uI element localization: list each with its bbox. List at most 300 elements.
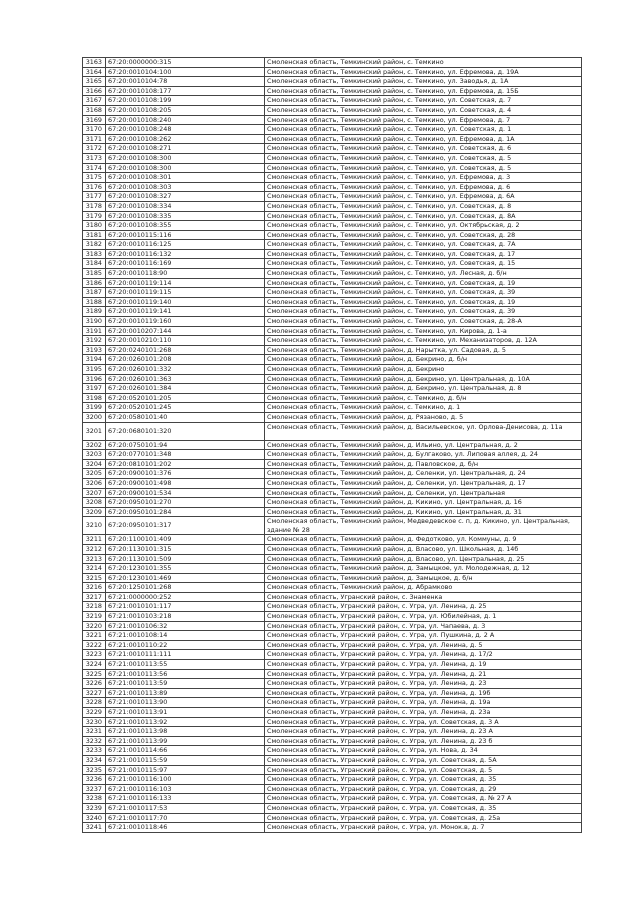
address-cell: Смоленская область, Темкинский район, с. Темкино, ул. Советская, д. 8А	[265, 211, 582, 221]
cadastral-number-cell: 67:21:0010117:53	[106, 803, 265, 813]
row-number-cell: 3165	[83, 77, 106, 87]
cadastral-number-cell: 67:20:0010116:132	[106, 249, 265, 259]
row-number-cell: 3218	[83, 602, 106, 612]
table-row	[83, 422, 582, 440]
address-cell: Смоленская область, Темкинский район, д. Селенки, ул. Центральная	[265, 488, 582, 498]
cadastral-number-cell: 67:20:0010108:177	[106, 86, 265, 96]
row-number-cell: 3211	[83, 535, 106, 545]
row-number-cell: 3173	[83, 153, 106, 163]
address-cell: Смоленская область, Темкинский район, с. Темкино, ул. Советская, д. 4	[265, 105, 582, 115]
row-number-cell: 3204	[83, 459, 106, 469]
address-cell: Смоленская область, Темкинский район, д. Бекрино, ул. Центральная, д. 8	[265, 384, 582, 394]
table-row	[83, 326, 582, 336]
address-cell: Смоленская область, Темкинский район, с. Темкино, ул. Лесная, д. б/н	[265, 269, 582, 279]
table-row	[83, 211, 582, 221]
row-number-cell: 3209	[83, 507, 106, 517]
address-cell: Смоленская область, Угранский район, с. Угра, ул. Ленина, д. 23 б	[265, 736, 582, 746]
address-cell: Смоленская область, Темкинский район, с. Темкино, ул. Советская, д. 19	[265, 297, 582, 307]
address-cell: Смоленская область, Темкинский район, с. Темкино, ул. Октябрьская, д. 2	[265, 221, 582, 231]
row-number-cell: 3182	[83, 240, 106, 250]
table-row	[83, 134, 582, 144]
table-row	[83, 269, 582, 279]
row-number-cell: 3184	[83, 259, 106, 269]
row-number-cell: 3198	[83, 393, 106, 403]
address-cell: Смоленская область, Темкинский район, Медведевское с. п, д. Кикино, ул. Центральная, здание № 28	[265, 517, 582, 535]
cadastral-number-cell: 67:20:1130101:509	[106, 554, 265, 564]
table-row	[83, 823, 582, 833]
table-row	[83, 717, 582, 727]
cadastral-number-cell: 67:20:0010108:205	[106, 105, 265, 115]
cadastral-number-cell: 67:20:0010108:327	[106, 192, 265, 202]
cadastral-number-cell: 67:21:0010113:59	[106, 679, 265, 689]
table-row	[83, 365, 582, 375]
cadastral-number-cell: 67:20:0010115:116	[106, 230, 265, 240]
table-row	[83, 688, 582, 698]
table-row	[83, 307, 582, 317]
table-row	[83, 58, 582, 68]
cadastral-number-cell: 67:21:0010115:97	[106, 765, 265, 775]
cadastral-number-cell: 67:20:0260101:384	[106, 384, 265, 394]
table-row	[83, 554, 582, 564]
address-cell: Смоленская область, Темкинский район, д. Кикино, ул. Центральная, д. 16	[265, 498, 582, 508]
row-number-cell: 3188	[83, 297, 106, 307]
address-cell: Смоленская область, Угранский район, с. Угра, ул. Ленина, д. 19б	[265, 688, 582, 698]
cadastral-number-cell: 67:20:0900101:534	[106, 488, 265, 498]
cadastral-number-cell: 67:21:0010116:133	[106, 794, 265, 804]
address-cell: Смоленская область, Угранский район, с. Угра, ул. Юбилейная, д. 1	[265, 612, 582, 622]
cadastral-number-cell: 67:20:0010119:115	[106, 288, 265, 298]
row-number-cell: 3199	[83, 403, 106, 413]
row-number-cell: 3207	[83, 488, 106, 498]
row-number-cell: 3213	[83, 554, 106, 564]
row-number-cell: 3195	[83, 365, 106, 375]
address-cell: Смоленская область, Темкинский район, д. Селенки, ул. Центральная, д. 17	[265, 478, 582, 488]
cadastral-number-cell: 67:20:0950101:317	[106, 517, 265, 535]
table-row	[83, 173, 582, 183]
table-row	[83, 288, 582, 298]
row-number-cell: 3179	[83, 211, 106, 221]
address-cell: Смоленская область, Темкинский район, д. Бекрино, д. б/н	[265, 355, 582, 365]
row-number-cell: 3185	[83, 269, 106, 279]
address-cell: Смоленская область, Темкинский район, с. Темкино, ул. Советская, д. 28	[265, 230, 582, 240]
table-row	[83, 440, 582, 450]
row-number-cell: 3192	[83, 336, 106, 346]
cadastral-number-cell: 67:20:0010116:169	[106, 259, 265, 269]
row-number-cell: 3168	[83, 105, 106, 115]
table-row	[83, 602, 582, 612]
table-row	[83, 660, 582, 670]
cadastral-number-cell: 67:20:0580101:40	[106, 412, 265, 422]
table-row	[83, 727, 582, 737]
table-row	[83, 679, 582, 689]
row-number-cell: 3233	[83, 746, 106, 756]
address-cell: Смоленская область, Темкинский район, с. Темкино, д. 1	[265, 403, 582, 413]
address-cell: Смоленская область, Темкинский район, д. Павловское, д. б/н	[265, 459, 582, 469]
address-cell: Смоленская область, Темкинский район, с. Темкино, ул. Советская, д. 17	[265, 249, 582, 259]
cadastral-number-cell: 67:21:0010113:56	[106, 669, 265, 679]
table-row	[83, 240, 582, 250]
cadastral-number-cell: 67:20:0010108:240	[106, 115, 265, 125]
row-number-cell: 3166	[83, 86, 106, 96]
table-row	[83, 259, 582, 269]
cadastral-number-cell: 67:21:0010116:103	[106, 784, 265, 794]
address-cell: Смоленская область, Угранский район, с. Угра, ул. Ленина, д. 23 А	[265, 727, 582, 737]
row-number-cell: 3228	[83, 698, 106, 708]
address-cell: Смоленская область, Угранский район, с. Угра, ул. Ленина, д. 19а	[265, 698, 582, 708]
row-number-cell: 3181	[83, 230, 106, 240]
row-number-cell: 3169	[83, 115, 106, 125]
table-row	[83, 784, 582, 794]
table-row	[83, 813, 582, 823]
row-number-cell: 3187	[83, 288, 106, 298]
address-cell: Смоленская область, Угранский район, с. Угра, ул. Пушкина, д. 2 А	[265, 631, 582, 641]
cadastral-number-cell: 67:21:0010117:70	[106, 813, 265, 823]
cadastral-number-cell: 67:20:0950101:270	[106, 498, 265, 508]
table-row	[83, 631, 582, 641]
table-row	[83, 144, 582, 154]
table-row	[83, 182, 582, 192]
table-row	[83, 650, 582, 660]
cadastral-number-cell: 67:20:0010108:300	[106, 153, 265, 163]
table-row	[83, 96, 582, 106]
cadastral-number-cell: 67:20:0010108:271	[106, 144, 265, 154]
address-cell: Смоленская область, Угранский район, с. Угра, ул. Ленина, д. 19	[265, 660, 582, 670]
row-number-cell: 3212	[83, 544, 106, 554]
address-cell: Смоленская область, Темкинский район, с. Темкино, ул. Советская, д. 7А	[265, 240, 582, 250]
cadastral-number-cell: 67:20:0010108:248	[106, 125, 265, 135]
address-cell: Смоленская область, Угранский район, с. Угра, ул. Ленина, д. 5	[265, 640, 582, 650]
table-row	[83, 278, 582, 288]
table-row	[83, 612, 582, 622]
row-number-cell: 3203	[83, 450, 106, 460]
cadastral-number-cell: 67:21:0010113:89	[106, 688, 265, 698]
row-number-cell: 3226	[83, 679, 106, 689]
address-cell: Смоленская область, Темкинский район, с. Темкино, ул. Советская, д. 1	[265, 125, 582, 135]
table-row	[83, 775, 582, 785]
table-row	[83, 153, 582, 163]
address-cell: Смоленская область, Темкинский район, с. Темкино, ул. Советская, д. 8	[265, 201, 582, 211]
cadastral-number-cell: 67:21:0010118:46	[106, 823, 265, 833]
cadastral-number-cell: 67:21:0010113:91	[106, 708, 265, 718]
cadastral-number-cell: 67:21:0010113:55	[106, 660, 265, 670]
address-cell: Смоленская область, Темкинский район, д. Бекрино, ул. Центральная, д. 10А	[265, 374, 582, 384]
cadastral-number-cell: 67:21:0010103:218	[106, 612, 265, 622]
table-row	[83, 403, 582, 413]
table-row	[83, 393, 582, 403]
table-row	[83, 450, 582, 460]
cadastral-number-cell: 67:20:0010119:160	[106, 317, 265, 327]
address-cell: Смоленская область, Темкинский район, с. Темкино, ул. Ефремова, д. 3	[265, 173, 582, 183]
table-row	[83, 592, 582, 602]
cadastral-number-cell: 67:20:0010108:334	[106, 201, 265, 211]
table-row	[83, 640, 582, 650]
address-cell: Смоленская область, Угранский район, с. Угра, ул. Ленина, д. 23	[265, 679, 582, 689]
table-row	[83, 507, 582, 517]
address-cell: Смоленская область, Угранский район, с. Угра, ул. Советская, д. 3 А	[265, 717, 582, 727]
cadastral-number-cell: 67:20:0000000:315	[106, 58, 265, 68]
table-row	[83, 86, 582, 96]
address-cell: Смоленская область, Темкинский район, д. Замыцкое, д. б/н	[265, 573, 582, 583]
address-cell: Смоленская область, Темкинский район, д. Федотково, ул. Коммуны, д. 9	[265, 535, 582, 545]
cadastral-number-cell: 67:20:0010108:303	[106, 182, 265, 192]
cadastral-number-cell: 67:20:0010108:262	[106, 134, 265, 144]
table-row	[83, 746, 582, 756]
address-cell: Смоленская область, Темкинский район, с. Темкино, ул. Советская, д. 39	[265, 288, 582, 298]
cadastral-number-cell: 67:20:1230101:355	[106, 564, 265, 574]
address-cell: Смоленская область, Угранский район, с. Угра, ул. Советская, д. 5А	[265, 755, 582, 765]
row-number-cell: 3178	[83, 201, 106, 211]
cadastral-number-cell: 67:20:0010119:140	[106, 297, 265, 307]
cadastral-number-cell: 67:20:0010119:141	[106, 307, 265, 317]
table-row	[83, 317, 582, 327]
table-row	[83, 105, 582, 115]
cadastral-number-cell: 67:21:0010116:100	[106, 775, 265, 785]
table-row	[83, 498, 582, 508]
row-number-cell: 3201	[83, 422, 106, 440]
row-number-cell: 3234	[83, 755, 106, 765]
table-row	[83, 125, 582, 135]
address-cell: Смоленская область, Темкинский район, д. Васильевское, ул. Орлова-Денисова, д. 11а	[265, 422, 582, 440]
table-row	[83, 77, 582, 87]
cadastral-number-cell: 67:20:0010108:335	[106, 211, 265, 221]
row-number-cell: 3164	[83, 67, 106, 77]
table-row	[83, 573, 582, 583]
cadastral-number-cell: 67:20:1130101:315	[106, 544, 265, 554]
cadastral-number-cell: 67:20:0240101:268	[106, 345, 265, 355]
registry-table	[82, 57, 582, 833]
cadastral-number-cell: 67:21:0010113:92	[106, 717, 265, 727]
table-row	[83, 355, 582, 365]
cadastral-number-cell: 67:20:0010108:199	[106, 96, 265, 106]
table-row	[83, 115, 582, 125]
address-cell: Смоленская область, Темкинский район, с. Темкино, ул. Ефремова, д. 1А	[265, 134, 582, 144]
row-number-cell: 3167	[83, 96, 106, 106]
row-number-cell: 3163	[83, 58, 106, 68]
cadastral-number-cell: 67:20:0010207:144	[106, 326, 265, 336]
table-row	[83, 736, 582, 746]
cadastral-number-cell: 67:21:0010108:14	[106, 631, 265, 641]
address-cell: Смоленская область, Угранский район, с. Угра, ул. Монок.в, д. 7	[265, 823, 582, 833]
table-row	[83, 230, 582, 240]
row-number-cell: 3227	[83, 688, 106, 698]
cadastral-number-cell: 67:20:0950101:284	[106, 507, 265, 517]
table-row	[83, 163, 582, 173]
table-row	[83, 669, 582, 679]
address-cell: Смоленская область, Угранский район, с. Угра, ул. Чапаева, д. 3	[265, 621, 582, 631]
table-row	[83, 478, 582, 488]
address-cell: Смоленская область, Темкинский район, с. Темкино, ул. Советская, д. 19	[265, 278, 582, 288]
address-cell: Смоленская область, Угранский район, с. Знаменка	[265, 592, 582, 602]
row-number-cell: 3236	[83, 775, 106, 785]
address-cell: Смоленская область, Угранский район, с. Угра, ул. Советская, д. 5	[265, 765, 582, 775]
cadastral-number-cell: 67:20:0010210:110	[106, 336, 265, 346]
table-row	[83, 249, 582, 259]
row-number-cell: 3194	[83, 355, 106, 365]
row-number-cell: 3170	[83, 125, 106, 135]
table-row	[83, 488, 582, 498]
row-number-cell: 3235	[83, 765, 106, 775]
row-number-cell: 3214	[83, 564, 106, 574]
cadastral-number-cell: 67:20:0260101:208	[106, 355, 265, 365]
row-number-cell: 3225	[83, 669, 106, 679]
row-number-cell: 3237	[83, 784, 106, 794]
row-number-cell: 3215	[83, 573, 106, 583]
table-row	[83, 765, 582, 775]
table-row	[83, 621, 582, 631]
cadastral-number-cell: 67:21:0010115:59	[106, 755, 265, 765]
row-number-cell: 3224	[83, 660, 106, 670]
address-cell: Смоленская область, Темкинский район, д. Булгаково, ул. Липовая аллея, д. 24	[265, 450, 582, 460]
cadastral-number-cell: 67:20:0520101:205	[106, 393, 265, 403]
address-cell: Смоленская область, Темкинский район, с. Темкино, ул. Ефремова, д. 6А	[265, 192, 582, 202]
row-number-cell: 3190	[83, 317, 106, 327]
registry-table-body	[83, 58, 582, 833]
row-number-cell: 3202	[83, 440, 106, 450]
row-number-cell: 3206	[83, 478, 106, 488]
table-row	[83, 374, 582, 384]
address-cell: Смоленская область, Угранский район, с. Угра, ул. Ленина, д. 23а	[265, 708, 582, 718]
address-cell: Смоленская область, Темкинский район, с. Темкино, д. б/н	[265, 393, 582, 403]
address-cell: Смоленская область, Темкинский район, с. Темкино, ул. Ефремова, д. 15Б	[265, 86, 582, 96]
address-cell: Смоленская область, Угранский район, с. Угра, ул. Советская, д. 35	[265, 775, 582, 785]
address-cell: Смоленская область, Темкинский район, с. Темкино, ул. Ефремова, д. 6	[265, 182, 582, 192]
address-cell: Смоленская область, Темкинский район, д. Абрамково	[265, 583, 582, 593]
address-cell: Смоленская область, Темкинский район, с. Темкино, ул. Советская, д. 7	[265, 96, 582, 106]
address-cell: Смоленская область, Темкинский район, д. Замыцкое, ул. Молодежная, д. 12	[265, 564, 582, 574]
table-row	[83, 345, 582, 355]
table-row	[83, 535, 582, 545]
address-cell: Смоленская область, Темкинский район, с. Темкино, ул. Заводья, д. 1А	[265, 77, 582, 87]
row-number-cell: 3240	[83, 813, 106, 823]
cadastral-number-cell: 67:20:0260101:332	[106, 365, 265, 375]
address-cell: Смоленская область, Темкинский район, д. Ильино, ул. Центральная, д. 2	[265, 440, 582, 450]
row-number-cell: 3238	[83, 794, 106, 804]
cadastral-number-cell: 67:20:0260101:363	[106, 374, 265, 384]
cadastral-number-cell: 67:21:0010114:66	[106, 746, 265, 756]
table-row	[83, 544, 582, 554]
cadastral-number-cell: 67:20:0010118:90	[106, 269, 265, 279]
row-number-cell: 3172	[83, 144, 106, 154]
cadastral-number-cell: 67:21:0010101:117	[106, 602, 265, 612]
address-cell: Смоленская область, Темкинский район, д. Рязаново, д. 5	[265, 412, 582, 422]
address-cell: Смоленская область, Угранский район, с. Угра, ул. Нова, д. 34	[265, 746, 582, 756]
address-cell: Смоленская область, Угранский район, с. Угра, ул. Советская, д. № 27 А	[265, 794, 582, 804]
address-cell: Смоленская область, Угранский район, с. Угра, ул. Ленина, д. 17/2	[265, 650, 582, 660]
address-cell: Смоленская область, Темкинский район, с. Темкино, ул. Советская, д. 5	[265, 163, 582, 173]
row-number-cell: 3221	[83, 631, 106, 641]
address-cell: Смоленская область, Темкинский район, д. Власово, ул. Центральная, д. 25	[265, 554, 582, 564]
row-number-cell: 3176	[83, 182, 106, 192]
cadastral-number-cell: 67:20:0010104:78	[106, 77, 265, 87]
address-cell: Смоленская область, Темкинский район, д. Нарытка, ул. Садовая, д. 5	[265, 345, 582, 355]
table-row	[83, 698, 582, 708]
row-number-cell: 3229	[83, 708, 106, 718]
address-cell: Смоленская область, Темкинский район, д. Бекрино	[265, 365, 582, 375]
row-number-cell: 3239	[83, 803, 106, 813]
row-number-cell: 3222	[83, 640, 106, 650]
table-row	[83, 336, 582, 346]
row-number-cell: 3217	[83, 592, 106, 602]
row-number-cell: 3171	[83, 134, 106, 144]
address-cell: Смоленская область, Угранский район, с. Угра, ул. Советская, д. 29	[265, 784, 582, 794]
table-row	[83, 221, 582, 231]
cadastral-number-cell: 67:20:0010108:300	[106, 163, 265, 173]
row-number-cell: 3223	[83, 650, 106, 660]
table-row	[83, 583, 582, 593]
document-sheet	[82, 57, 582, 833]
address-cell: Смоленская область, Темкинский район, с. Темкино, ул. Ефремова, д. 7	[265, 115, 582, 125]
row-number-cell: 3231	[83, 727, 106, 737]
row-number-cell: 3189	[83, 307, 106, 317]
address-cell: Смоленская область, Темкинский район, с. Темкино, ул. Кирова, д. 1-а	[265, 326, 582, 336]
row-number-cell: 3196	[83, 374, 106, 384]
table-row	[83, 192, 582, 202]
row-number-cell: 3193	[83, 345, 106, 355]
address-cell: Смоленская область, Темкинский район, д. Кикино, ул. Центральная, д. 31	[265, 507, 582, 517]
cadastral-number-cell: 67:20:1100101:409	[106, 535, 265, 545]
cadastral-number-cell: 67:21:0010111:111	[106, 650, 265, 660]
row-number-cell: 3177	[83, 192, 106, 202]
row-number-cell: 3230	[83, 717, 106, 727]
cadastral-number-cell: 67:20:0770101:348	[106, 450, 265, 460]
cadastral-number-cell: 67:20:0010108:355	[106, 221, 265, 231]
table-row	[83, 384, 582, 394]
table-row	[83, 201, 582, 211]
table-row	[83, 755, 582, 765]
address-cell: Смоленская область, Темкинский район, д. Селенки, ул. Центральная, д. 24	[265, 469, 582, 479]
table-row	[83, 794, 582, 804]
cadastral-number-cell: 67:20:0680101:320	[106, 422, 265, 440]
row-number-cell: 3180	[83, 221, 106, 231]
cadastral-number-cell: 67:20:0900101:498	[106, 478, 265, 488]
row-number-cell: 3186	[83, 278, 106, 288]
cadastral-number-cell: 67:20:0750101:94	[106, 440, 265, 450]
row-number-cell: 3241	[83, 823, 106, 833]
address-cell: Смоленская область, Темкинский район, с. Темкино	[265, 58, 582, 68]
cadastral-number-cell: 67:20:0900101:376	[106, 469, 265, 479]
row-number-cell: 3232	[83, 736, 106, 746]
table-row	[83, 412, 582, 422]
address-cell: Смоленская область, Темкинский район, с. Темкино, ул. Советская, д. 28-А	[265, 317, 582, 327]
table-row	[83, 517, 582, 535]
cadastral-number-cell: 67:21:0010110:22	[106, 640, 265, 650]
cadastral-number-cell: 67:21:0010106:32	[106, 621, 265, 631]
cadastral-number-cell: 67:20:0010104:100	[106, 67, 265, 77]
address-cell: Смоленская область, Угранский район, с. Угра, ул. Ленина, д. 21	[265, 669, 582, 679]
address-cell: Смоленская область, Темкинский район, с. Темкино, ул. Советская, д. 6	[265, 144, 582, 154]
row-number-cell: 3183	[83, 249, 106, 259]
row-number-cell: 3191	[83, 326, 106, 336]
row-number-cell: 3219	[83, 612, 106, 622]
cadastral-number-cell: 67:20:0010116:125	[106, 240, 265, 250]
row-number-cell: 3175	[83, 173, 106, 183]
row-number-cell: 3208	[83, 498, 106, 508]
row-number-cell: 3200	[83, 412, 106, 422]
table-row	[83, 67, 582, 77]
address-cell: Смоленская область, Темкинский район, с. Темкино, ул. Советская, д. 15	[265, 259, 582, 269]
row-number-cell: 3220	[83, 621, 106, 631]
cadastral-number-cell: 67:21:0010113:99	[106, 736, 265, 746]
address-cell: Смоленская область, Темкинский район, с. Темкино, ул. Советская, д. 39	[265, 307, 582, 317]
table-row	[83, 297, 582, 307]
table-row	[83, 469, 582, 479]
address-cell: Смоленская область, Угранский район, с. Угра, ул. Советская, д. 25а	[265, 813, 582, 823]
address-cell: Смоленская область, Угранский район, с. Угра, ул. Советская, д. 35	[265, 803, 582, 813]
cadastral-number-cell: 67:20:1250101:268	[106, 583, 265, 593]
address-cell: Смоленская область, Темкинский район, с. Темкино, ул. Ефремова, д. 19А	[265, 67, 582, 77]
cadastral-number-cell: 67:20:0520101:245	[106, 403, 265, 413]
row-number-cell: 3197	[83, 384, 106, 394]
